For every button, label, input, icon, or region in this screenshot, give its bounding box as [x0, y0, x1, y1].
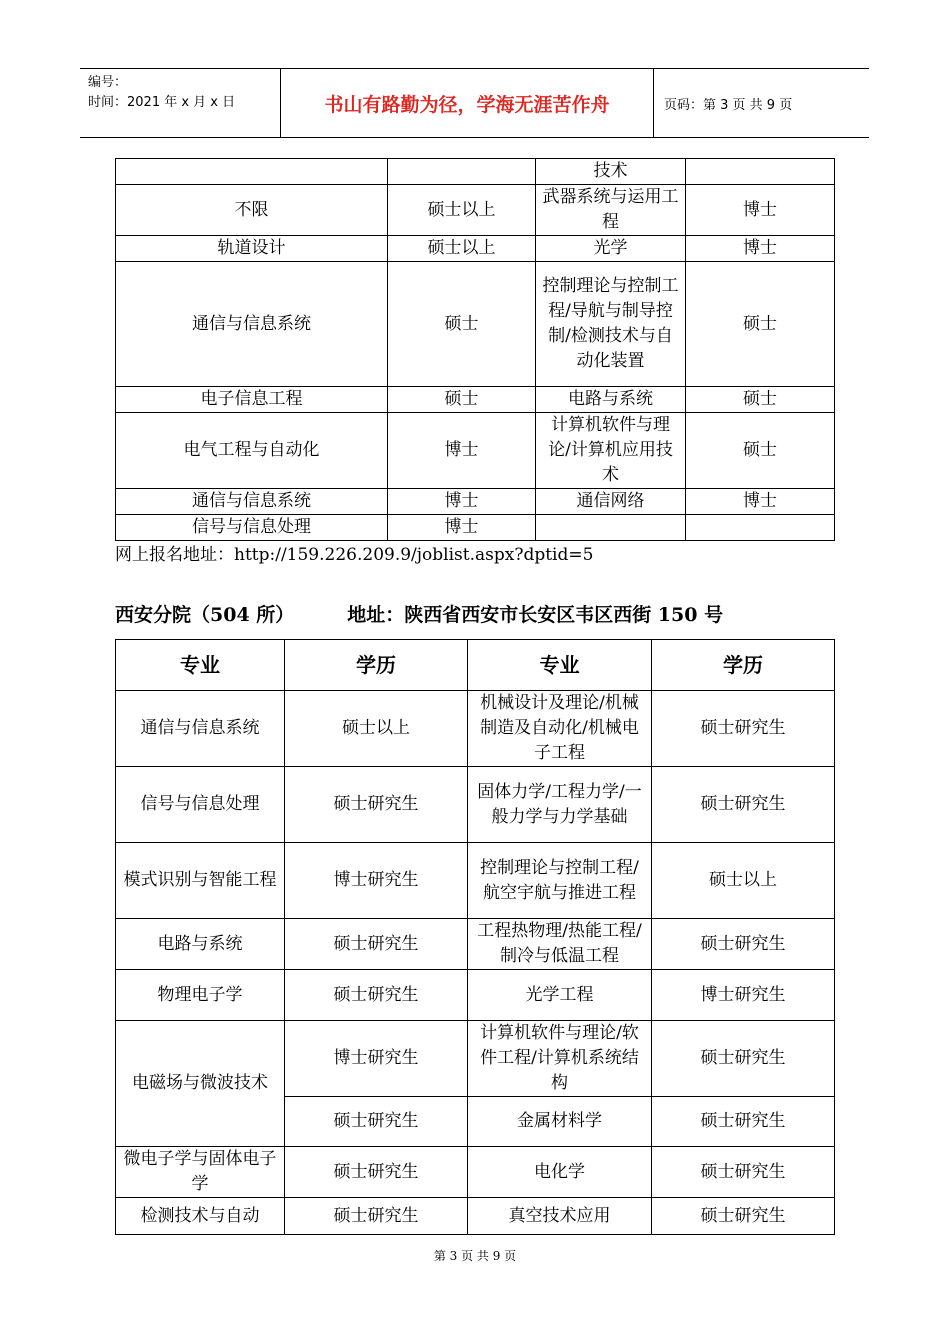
table-cell: 博士研究生 [285, 1021, 468, 1097]
table-cell: 硕士 [686, 262, 835, 387]
table-cell: 机械设计及理论/机械制造及自动化/机械电子工程 [468, 691, 652, 767]
header-meta [80, 69, 281, 137]
table-cell: 信号与信息处理 [116, 515, 388, 541]
table-cell: 博士 [686, 185, 835, 236]
table-cell [116, 159, 388, 185]
table-cell: 硕士研究生 [285, 1147, 468, 1198]
table-row [116, 262, 835, 387]
table-cell: 硕士研究生 [285, 1097, 468, 1147]
table-cell: 微电子学与固体电子学 [116, 1147, 285, 1198]
table-cell: 硕士研究生 [285, 1198, 468, 1235]
table-cell: 计算机软件与理论/软件工程/计算机系统结构 [468, 1021, 652, 1097]
table-cell: 硕士研究生 [285, 919, 468, 970]
table-row [116, 236, 835, 262]
table-cell: 检测技术与自动 [116, 1198, 285, 1235]
table-cell: 博士 [388, 515, 536, 541]
table-cell [686, 515, 835, 541]
table-cell: 电路与系统 [116, 919, 285, 970]
table-cell: 博士 [686, 489, 835, 515]
column-header: 专业 [116, 640, 285, 691]
table-cell: 模式识别与智能工程 [116, 843, 285, 919]
table-cell: 硕士研究生 [652, 1021, 835, 1097]
table-cell: 控制理论与控制工程/导航与制导控制/检测技术与自动化装置 [536, 262, 686, 387]
table-row [116, 1147, 835, 1198]
table-cell: 硕士 [388, 262, 536, 387]
positions-table-continued [115, 158, 835, 541]
table-row [116, 970, 835, 1021]
table-cell: 电化学 [468, 1147, 652, 1198]
table-row [116, 413, 835, 489]
table-row [116, 185, 835, 236]
table-cell: 硕士研究生 [285, 767, 468, 843]
table-cell: 控制理论与控制工程/航空宇航与推进工程 [468, 843, 652, 919]
table-cell: 硕士以上 [388, 236, 536, 262]
section-title: 西安分院（504 所） 地址：陕西省西安市长安区韦区西街 150 号 [115, 604, 724, 626]
table-cell: 电磁场与微波技术 [116, 1021, 285, 1147]
table-cell: 硕士研究生 [652, 767, 835, 843]
table-cell: 不限 [116, 185, 388, 236]
table-cell: 电气工程与自动化 [116, 413, 388, 489]
table-row [116, 159, 835, 185]
table-row [116, 1198, 835, 1235]
table-cell: 通信与信息系统 [116, 489, 388, 515]
table-cell: 硕士以上 [652, 843, 835, 919]
table-row [116, 387, 835, 413]
table-cell [388, 159, 536, 185]
xian-branch-table [115, 639, 835, 1235]
table-cell: 硕士研究生 [285, 970, 468, 1021]
table-cell [536, 515, 686, 541]
header-page-info: 页码：第 3 页 共 9 页 [664, 97, 793, 113]
table-cell: 硕士 [686, 387, 835, 413]
column-header: 专业 [468, 640, 652, 691]
doc-number-label: 编号： [88, 75, 128, 90]
page-footer: 第 3 页 共 9 页 [433, 1249, 517, 1263]
table-cell: 武器系统与运用工程 [536, 185, 686, 236]
table-cell: 轨道设计 [116, 236, 388, 262]
table-row [116, 489, 835, 515]
table-cell: 光学 [536, 236, 686, 262]
table-cell: 博士 [686, 236, 835, 262]
table-cell: 通信与信息系统 [116, 691, 285, 767]
table-cell: 硕士研究生 [652, 919, 835, 970]
table-cell: 硕士 [686, 413, 835, 489]
table-cell: 电子信息工程 [116, 387, 388, 413]
table-cell: 通信网络 [536, 489, 686, 515]
table-cell: 硕士研究生 [652, 1198, 835, 1235]
column-header: 学历 [285, 640, 468, 691]
table-header-row [116, 640, 835, 691]
column-header: 学历 [652, 640, 835, 691]
table-cell: 博士研究生 [285, 843, 468, 919]
table-cell: 硕士 [388, 387, 536, 413]
table-cell: 真空技术应用 [468, 1198, 652, 1235]
table-cell: 金属材料学 [468, 1097, 652, 1147]
table-cell: 信号与信息处理 [116, 767, 285, 843]
table-cell: 博士研究生 [652, 970, 835, 1021]
table-cell: 硕士研究生 [652, 1097, 835, 1147]
page-header [80, 68, 869, 138]
table-row [116, 843, 835, 919]
table-row [116, 515, 835, 541]
table-cell: 电路与系统 [536, 387, 686, 413]
table-row [116, 767, 835, 843]
table-row [116, 919, 835, 970]
table-cell: 硕士以上 [388, 185, 536, 236]
table-cell: 固体力学/工程力学/一般力学与力学基础 [468, 767, 652, 843]
table-cell: 硕士研究生 [652, 1147, 835, 1198]
table-row [116, 1021, 835, 1097]
table-row [116, 691, 835, 767]
table-cell: 硕士研究生 [652, 691, 835, 767]
doc-time-label: 时间：2021 年 x 月 x 日 [88, 95, 236, 110]
table-cell: 博士 [388, 489, 536, 515]
table-cell: 硕士以上 [285, 691, 468, 767]
table-cell [686, 159, 835, 185]
header-motto: 书山有路勤为径，学海无涯苦作舟 [281, 69, 654, 137]
table-cell: 光学工程 [468, 970, 652, 1021]
table-cell: 计算机软件与理论/计算机应用技术 [536, 413, 686, 489]
table-cell: 通信与信息系统 [116, 262, 388, 387]
table-cell: 技术 [536, 159, 686, 185]
table-cell: 物理电子学 [116, 970, 285, 1021]
table-cell: 博士 [388, 413, 536, 489]
table-cell: 工程热物理/热能工程/制冷与低温工程 [468, 919, 652, 970]
register-link[interactable]: 网上报名地址：http://159.226.209.9/joblist.aspx?dptid=5 [115, 545, 594, 565]
